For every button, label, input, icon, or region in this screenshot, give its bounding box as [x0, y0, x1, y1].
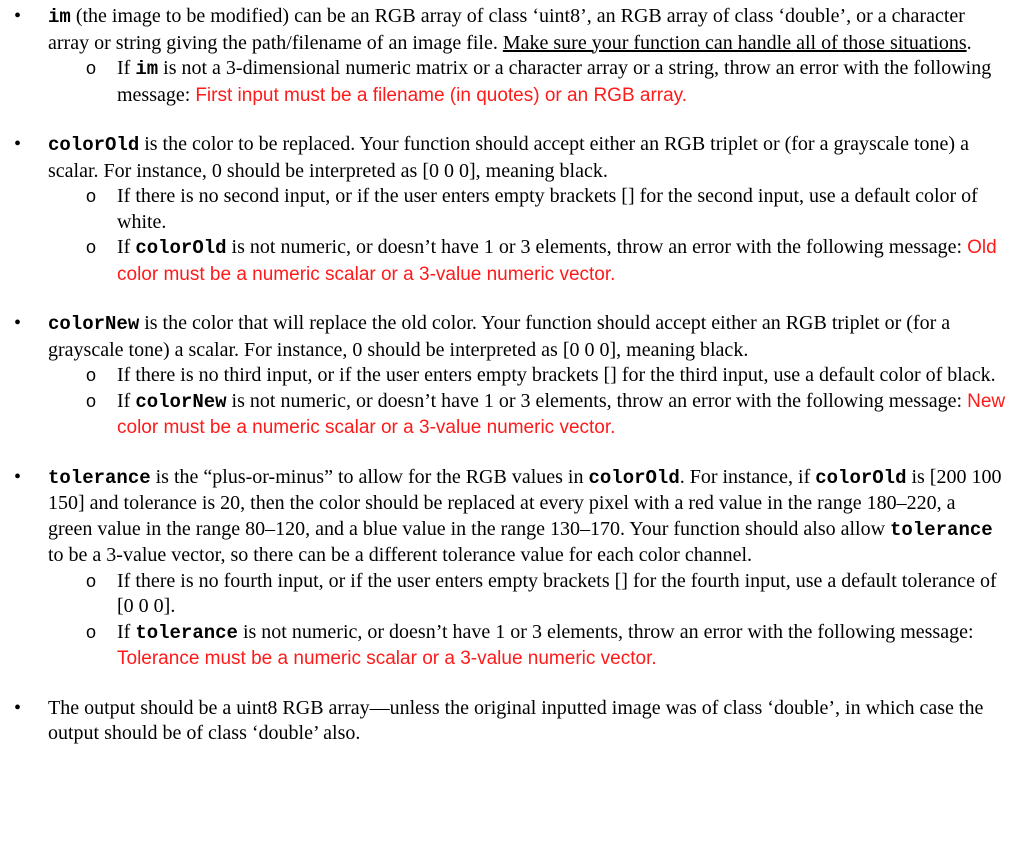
sub-item — [0, 620, 1024, 672]
sub-item — [0, 184, 1024, 235]
item-text: . For instance, if — [679, 465, 816, 488]
param-name: im — [135, 58, 159, 80]
error-message: New color must be a numeric scalar or a 3-value numeric vector. — [117, 390, 1006, 438]
sub-text: If there is no fourth input, or if the user enters empty brackets [] for the fourth input, use a default tolerance of [0 0 0]. — [117, 569, 997, 617]
param-name: tolerance — [890, 518, 993, 541]
item-text: is the color to be replaced. Your function should accept either an RGB triplet or (for a grayscale tone) a scalar. For instance, 0 should be interpreted as [0 0 0], meaning black. — [48, 133, 969, 182]
sub-text: If there is no third input, or if the user enters empty brackets [] for the third input, use a default color of black. — [117, 364, 996, 386]
sub-text: If — [117, 620, 136, 643]
sub-item — [0, 235, 1024, 287]
item-text: is the color that will replace the old color. Your function should accept either an RGB triplet or (for a grayscale tone) a scalar. For instance, 0 should be interpreted as [0 0 0], meaning black. — [48, 312, 951, 361]
bullet-item-colorold — [0, 132, 1024, 184]
sub-bullet-icon: o — [86, 390, 97, 411]
item-text: (the image to be modified) can be an RGB array of class ‘uint8’, an RGB array of class ‘double’, or a character array or string giving the path/filename of an image file. — [48, 5, 965, 54]
param-name: im — [48, 6, 71, 28]
sub-item — [0, 389, 1024, 441]
sub-text: is not a 3-dimensional numeric matrix or a character array or a string, throw an error with the following message: — [117, 57, 992, 106]
item-text: . — [966, 31, 972, 54]
sub-bullet-icon: o — [86, 237, 97, 257]
sub-item — [0, 569, 1024, 620]
item-text: is the “plus-or-minus” to allow for the RGB values in — [150, 465, 589, 488]
item-text: The output should be a uint8 RGB array—unless the original inputted image was of class ‘double’, in which case the output should be of class ‘double’ also. — [48, 696, 984, 744]
sub-bullet-icon: o — [86, 58, 97, 78]
param-name: colorOld — [588, 466, 680, 489]
param-name: colorNew — [48, 313, 140, 335]
document — [0, 4, 1024, 747]
param-name: colorOld — [48, 134, 140, 156]
sub-text: is not numeric, or doesn’t have 1 or 3 elements, throw an error with the following message: — [226, 389, 968, 412]
sub-text: is not numeric, or doesn’t have 1 or 3 elements, throw an error with the following message: — [237, 620, 974, 643]
bullet-icon: • — [14, 312, 22, 334]
param-name: colorNew — [135, 390, 227, 413]
error-message: Tolerance must be a numeric scalar or a 3-value numeric vector. — [117, 648, 657, 669]
sub-item — [0, 56, 1024, 108]
sub-text: If — [117, 236, 136, 258]
item-text: to be a 3-value vector, so there can be a different tolerance value for each color channel. — [48, 544, 753, 566]
param-name: tolerance — [48, 466, 151, 489]
error-message: Old color must be a numeric scalar or a 3-value numeric vector. — [117, 237, 997, 285]
sub-bullet-icon: o — [86, 186, 97, 206]
sub-bullet-icon: o — [86, 570, 97, 591]
bullet-item-im — [0, 4, 1024, 56]
sub-text: is not numeric, or doesn’t have 1 or 3 elements, throw an error with the following message: — [226, 236, 968, 258]
bullet-item-tolerance — [0, 465, 1024, 569]
param-name: colorOld — [815, 466, 907, 489]
bullet-icon: • — [14, 465, 22, 488]
bullet-icon: • — [14, 133, 22, 155]
error-message: First input must be a filename (in quotes) or an RGB array. — [195, 84, 688, 106]
sub-bullet-icon: o — [86, 365, 97, 385]
param-name: colorOld — [135, 237, 227, 259]
bullet-item-output — [0, 696, 1024, 747]
underlined-text: Make sure your function can handle all of those situations — [502, 31, 967, 54]
bullet-icon: • — [14, 696, 22, 719]
bullet-item-colornew — [0, 311, 1024, 363]
sub-text: If — [117, 389, 136, 412]
bullet-icon: • — [14, 5, 22, 27]
sub-item — [0, 363, 1024, 389]
sub-text: If — [117, 57, 136, 79]
param-name: tolerance — [135, 621, 238, 644]
sub-text: If there is no second input, or if the user enters empty brackets [] for the second input, use a default color of white. — [117, 185, 978, 233]
sub-bullet-icon: o — [86, 621, 97, 642]
item-text: is [200 100 150] and tolerance is 20, then the color should be replaced at every pixel with a red value in the range 180–220, a green value in the range 80–120, and a blue value in the range 130–170. Your function should also allow — [48, 465, 1002, 540]
